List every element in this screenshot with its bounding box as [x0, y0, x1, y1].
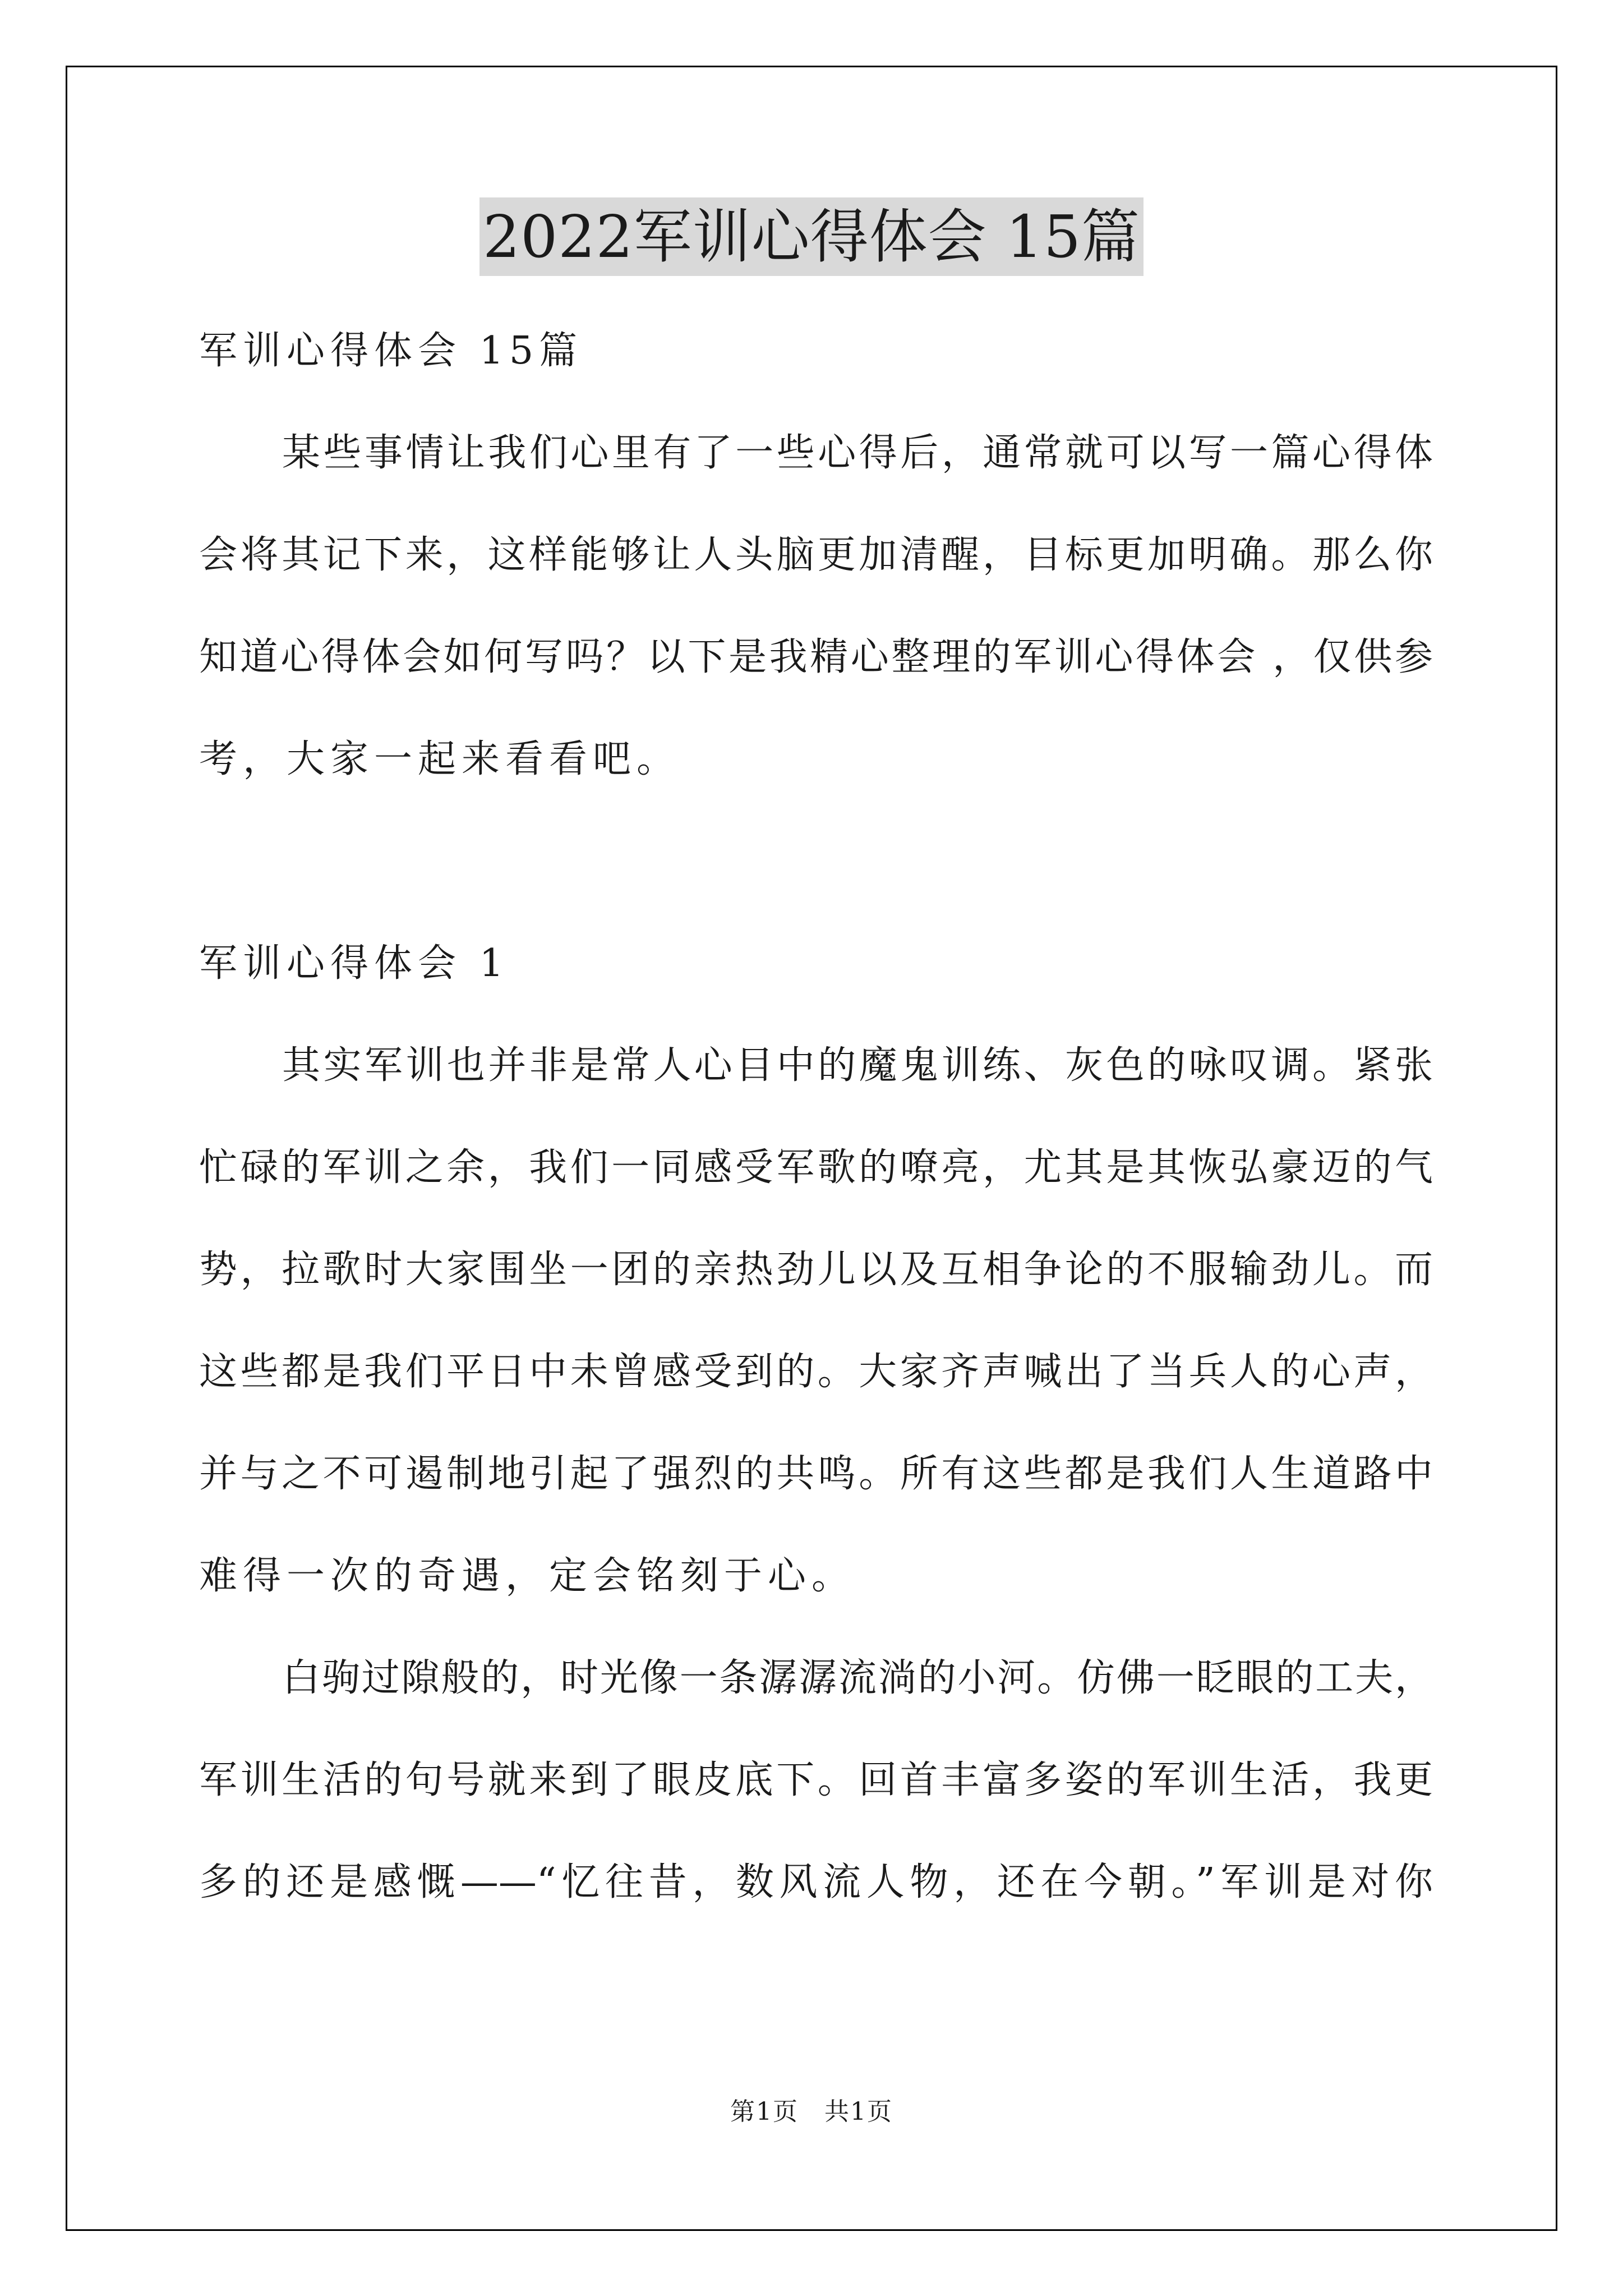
section1-para1-line: 难得一次的奇遇，定会铭刻于心。	[199, 1554, 856, 1598]
section-heading: 军训心得体会 1	[199, 941, 509, 986]
intro-line: 知道心得体会如何写吗？以下是我精心整理的军训心得体会 ，仅供参	[199, 635, 1433, 679]
paragraph-gap	[199, 811, 1433, 913]
section1-para1-line: 其实军训也并非是常人心目中的魔鬼训练、灰色的咏叹调。紧张	[282, 1043, 1433, 1088]
section1-para1-line: 并与之不可遏制地引起了强烈的共鸣。所有这些都是我们人生道路中	[199, 1452, 1433, 1496]
subtitle: 军训心得体会 15篇	[199, 329, 583, 373]
intro-line: 会将其记下来，这样能够让人头脑更加清醒，目标更加明确。那么你	[199, 533, 1433, 577]
page-footer: 第1页 共1页	[730, 2097, 893, 2126]
section1-para2-line: 白驹过隙般的，时光像一条潺潺流淌的小河。仿佛一眨眼的工夫，	[282, 1656, 1433, 1700]
intro-line: 某些事情让我们心里有了一些心得后，通常就可以写一篇心得体	[282, 431, 1433, 475]
section1-para2-line: 军训生活的句号就来到了眼皮底下。回首丰富多姿的军训生活，我更	[199, 1758, 1433, 1802]
section1-para1-line: 势，拉歌时大家围坐一团的亲热劲儿以及互相争论的不服输劲儿。而	[199, 1248, 1433, 1292]
document-title: 2022军训心得体会 15篇	[479, 197, 1144, 276]
section1-para2-line: 多的还是感慨——“忆往昔，数风流人物，还在今朝。”军训是对你	[199, 1860, 1433, 1904]
intro-line: 考，大家一起来看看吧。	[199, 737, 681, 781]
title-container	[0, 197, 1623, 276]
document-body	[199, 300, 1433, 1934]
section1-para1-line: 忙碌的军训之余，我们一同感受军歌的嘹亮，尤其是其恢弘豪迈的气	[199, 1145, 1433, 1190]
section1-para1-line: 这些都是我们平日中未曾感受到的。大家齐声喊出了当兵人的心声，	[199, 1350, 1433, 1394]
